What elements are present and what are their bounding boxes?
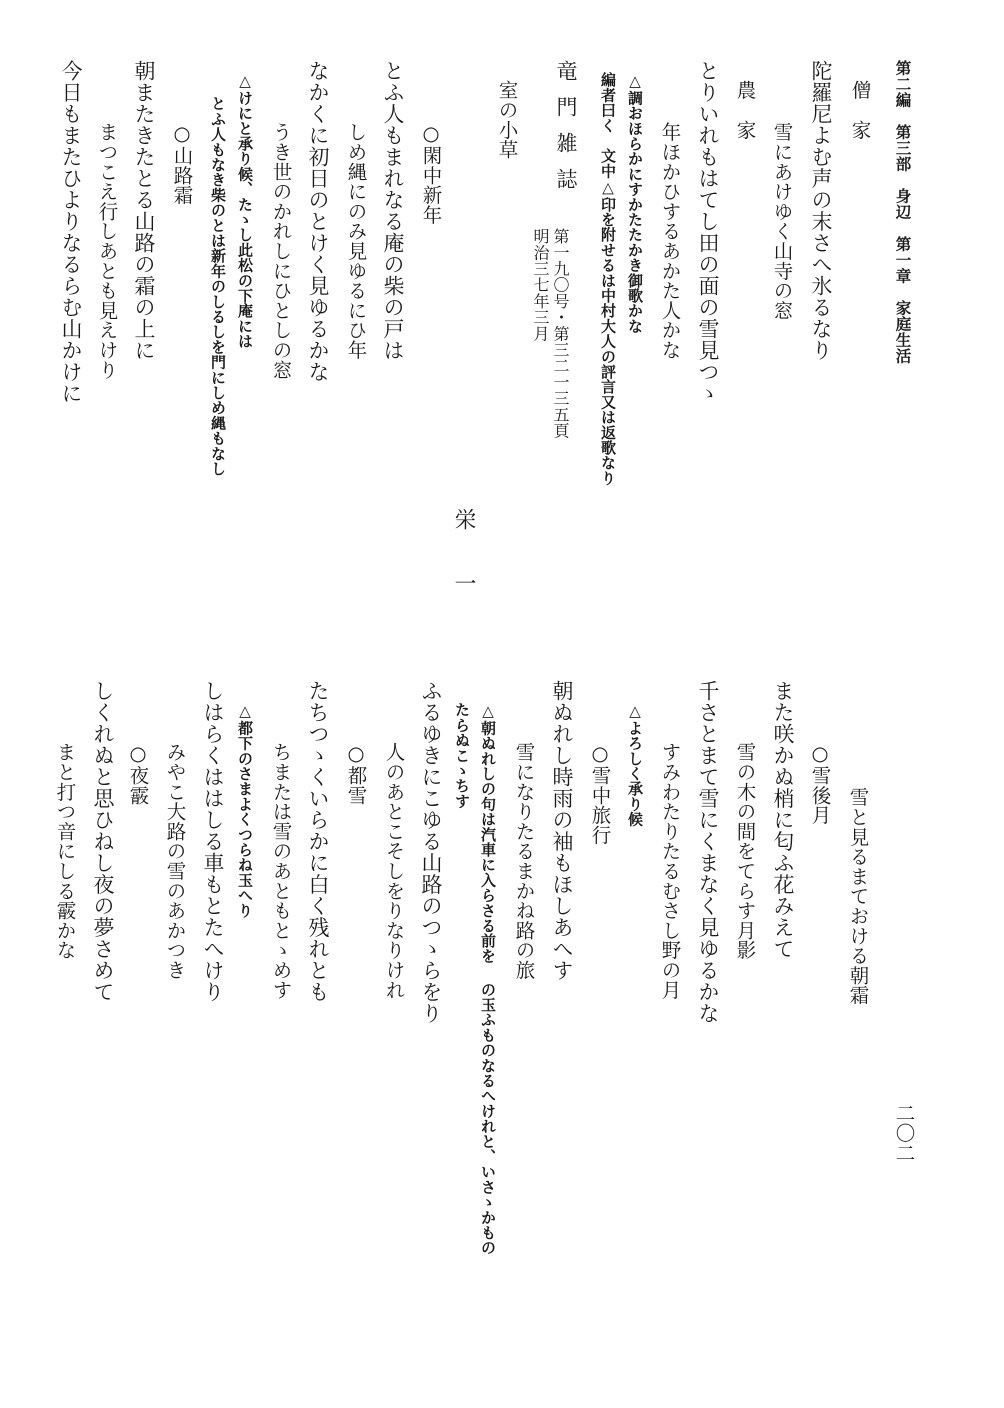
poem-topic: ○夜霰 (126, 742, 150, 805)
issue-date: 明治三七年三月 (531, 228, 550, 342)
critique-note: △調おほらかにすかたたかき御歌かな (626, 72, 644, 334)
poem-line: とりいれもはてし田の面の雪見つゝ (696, 60, 720, 404)
poem-line: みやこ大路の雪のあかつき (163, 742, 187, 980)
poem-line: 雪になりたるまかね路の旅 (512, 742, 536, 980)
critique-note: △朝ぬれしの句は汽車に入らさる前を の玉ふものなるへけれと、いさゝかもの (479, 702, 497, 1256)
poem-line: ふるゆきにこゆる山路のつゝらをり (419, 680, 443, 1024)
poem-topic: ○閑中新年 (419, 122, 443, 225)
editor-note: 編者曰く 文中△印を附せるは中村大人の評言又は返歌なり (599, 72, 617, 486)
poem-topic: ○雪中旅行 (588, 742, 612, 845)
poem-line: ちまたは雪のあともとゝめす (269, 742, 293, 1000)
poem-line: 朝ぬれし時雨の袖もほしあへす (550, 680, 574, 981)
poem-line: 年ほかひするあかた人かな (658, 122, 682, 360)
title-farm-house: 農 家 (733, 80, 757, 140)
critique-note: とふ人もなき柴のとは新年のしるしを門にしめ縄もなし (209, 96, 227, 476)
section-title: 室の小草 (495, 80, 519, 160)
poem-line: しくれぬと思ひねし夜の夢さめて (91, 680, 115, 1003)
critique-note: △よろしく承り候 (626, 702, 644, 827)
author-signature: 栄一 (451, 508, 476, 636)
poem-line: うき世のかれしにひとしの窓 (269, 122, 293, 380)
poem-line: 雪と見るまておける朝霜 (846, 787, 870, 1005)
poem-line: また咲かぬ梢に匂ふ花みえて (771, 680, 795, 960)
poem-line: しめ縄にのみ見ゆるにひ年 (344, 122, 368, 360)
title-priest-house: 僧 家 (848, 80, 872, 140)
critique-note: △けにと承り候、たゝし此松の下庵には (236, 72, 254, 349)
page-number: 二〇二 (892, 1103, 916, 1163)
poem-line: まと打つ音にしる霰かな (53, 742, 77, 960)
poem-line: とふ人もまれなる庵の柴の戸は (381, 60, 405, 361)
poem-line: しはらくははしる車もとたへけり (201, 680, 225, 1003)
poem-line: たちつゝくいらかに白く残れとも (306, 680, 330, 1003)
poem-line: すみわたりたるむさし野の月 (658, 742, 682, 1000)
poem-line: 千さとまて雪にくまなく見ゆるかな (696, 680, 720, 1024)
poem-line: まつこえ行しあとも見えけり (95, 122, 119, 380)
poem-topic: ○山路霜 (170, 122, 194, 205)
poem-topic: ○雪後月 (808, 742, 832, 825)
poem-line: 雪の木の間をてらす月影 (733, 742, 757, 960)
poem-line: 雪にあけゆく山寺の窓 (770, 122, 794, 320)
critique-note: △都下のさまよくつらね玉へり (236, 702, 254, 918)
poem-line: 今日もまたひよりなるらむ山かけに (59, 60, 83, 404)
poem-line: 朝またきたとる山路の霜の上に (132, 60, 156, 361)
poem-line: 陀羅尼よむ声の末さへ氷るなり (809, 60, 833, 361)
poem-line: なかくに初日のとけく見ゆるかな (306, 60, 330, 383)
magazine-title: 竜門雑誌 (554, 60, 578, 204)
poem-topic: ○都雪 (344, 742, 368, 805)
critique-note: たらぬこゝちす (453, 702, 471, 809)
issue-info: 第一九〇号・第三二一三五頁 (551, 228, 570, 439)
poem-line: 人のあとこそしをりなりけれ (382, 742, 406, 1000)
running-head: 第二編 第三部 身辺 第一章 家庭生活 (893, 60, 913, 364)
